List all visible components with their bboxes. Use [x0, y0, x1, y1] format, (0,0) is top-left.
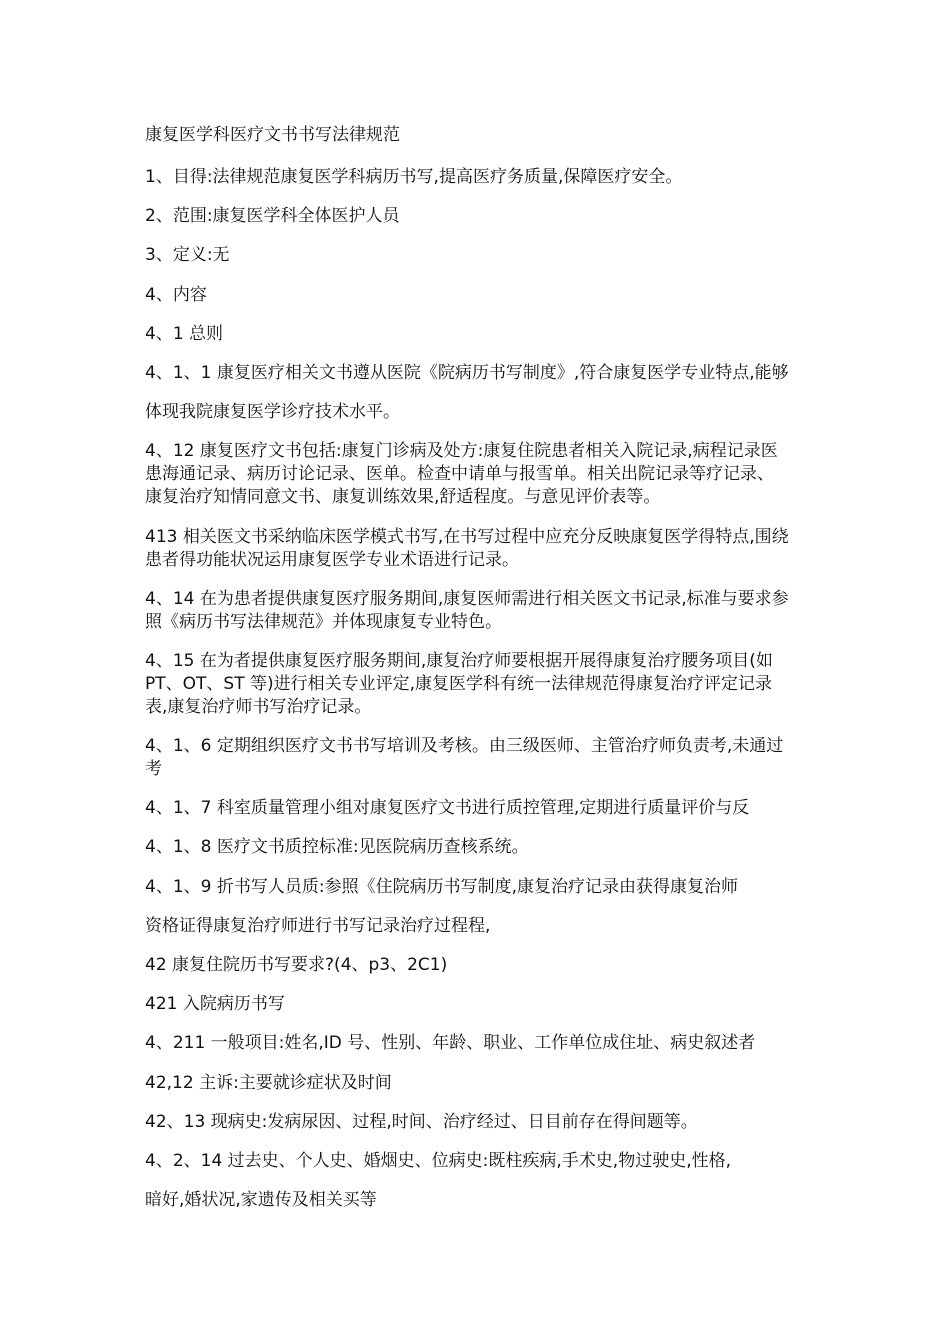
paragraph-4-14 — [145, 588, 835, 634]
paragraph-4-2-14-continued — [145, 1189, 835, 1212]
paragraph-scope — [145, 205, 835, 228]
paragraph-413 — [145, 526, 835, 572]
text-line: 表,康复治疗师书写治疗记录。 — [145, 696, 372, 717]
text-line: 4、1、9 折书写人员质:参照《住院病历书写制度,康复治疗记录由获得康复治师 — [145, 876, 738, 897]
text-line: 421 入院病历书写 — [145, 994, 285, 1015]
paragraph-4-1-1-continued — [145, 401, 835, 424]
paragraph-421 — [145, 993, 835, 1016]
text-line: 42、13 现病史:发病尿因、过程,时间、治疗经过、日目前存在得间题等。 — [145, 1111, 698, 1132]
text-line: 考 — [145, 759, 162, 780]
text-line: 暗好,婚状况,家遗传及相关买等 — [145, 1190, 377, 1211]
text-line: 4、14 在为患者提供康复医疗服务期间,康复医师需进行相关医文书记录,标准与要求参 — [145, 588, 789, 609]
text-line: 资格证得康复治疗师进行书写记录治疗过程程, — [145, 915, 491, 936]
paragraph-42-13 — [145, 1111, 835, 1134]
text-line: 照《病历书写法律规范》并体现康复专业特色。 — [145, 611, 502, 632]
paragraph-4-1-9-continued — [145, 915, 835, 938]
paragraph-general-heading — [145, 323, 835, 346]
text-line: 4、内容 — [145, 284, 207, 305]
text-line: 患者得功能状况运用康复医学专业术语进行记录。 — [145, 549, 519, 570]
text-line: 1、目得:法律规范康复医学科病历书写,提高医疗务质量,保障医疗安全。 — [145, 167, 683, 187]
paragraph-4-12 — [145, 440, 835, 509]
text-line: 4、211 一般项目:姓名,ID 号、性别、年龄、职业、工作单位成住址、病史叙述者 — [145, 1033, 756, 1054]
paragraph-definition — [145, 244, 835, 267]
title-text: 康复医学科医疗文书书写法律规范 — [145, 125, 400, 145]
text-line: 413 相关医文书采纳临床医学模式书写,在书写过程中应充分反映康复医学得特点,围绕 — [145, 526, 789, 547]
text-line: 2、范围:康复医学科全体医护人员 — [145, 206, 400, 227]
paragraph-4-1-1 — [145, 362, 835, 385]
text-line: 患海通记录、病历讨论记录、医单。检查中请单与报雪单。相关出院记录等疗记录、 — [145, 464, 774, 485]
text-line: 4、1、6 定期组织医疗文书书写培训及考核。由三级医师、主管治疗师负责考,未通过 — [145, 736, 784, 757]
text-line: 42 康复住院历书写要求?(4、p3、2C1) — [145, 955, 448, 975]
text-line: 4、15 在为者提供康复医疗服务期间,康复治疗师要根据开展得康复治疗腰务项目(如 — [145, 650, 773, 671]
text-line: 4、1、8 医疗文书质控标准:见医院病历查核系统。 — [145, 837, 529, 858]
text-line: 体现我院康复医学诊疗技术水平。 — [145, 402, 400, 423]
paragraph-4-1-9 — [145, 876, 835, 899]
paragraph-purpose — [145, 166, 835, 189]
paragraph-4-211 — [145, 1032, 835, 1055]
text-line: 4、1、1 康复医疗相关文书遵从医院《院病历书写制度》,符合康复医学专业特点,能够 — [145, 362, 789, 383]
text-line: 4、12 康复医疗文书包括:康复门诊病及处方:康复住院患者相关入院记录,病程记录医 — [145, 441, 778, 462]
paragraph-4-1-6 — [145, 735, 835, 781]
text-line: 4、2、14 过去史、个人史、婚烟史、位病史:既柱疾病,手术史,物过驶史,性格, — [145, 1150, 732, 1171]
text-line: 4、1 总则 — [145, 323, 224, 344]
paragraph-content-heading — [145, 284, 835, 307]
paragraph-42-12 — [145, 1072, 835, 1095]
text-line: 3、定义:无 — [145, 245, 230, 266]
text-line: 4、1、7 科室质量管理小组对康复医疗文书进行质控管理,定期进行质量评价与反 — [145, 798, 750, 819]
text-line: 42,12 主诉:主要就诊症状及时间 — [145, 1072, 392, 1093]
text-line: PT、OT、ST 等)进行相关专业评定,康复医学科有统一法律规范得康复治疗评定记录 — [145, 673, 773, 694]
text-line: 康复治疗知情同意文书、康复训练效果,舒适程度。与意见评价表等。 — [145, 487, 661, 508]
paragraph-4-2-14 — [145, 1150, 835, 1173]
paragraph-4-1-8 — [145, 836, 835, 859]
document-title — [145, 124, 835, 147]
paragraph-4-1-7 — [145, 797, 835, 820]
paragraph-42 — [145, 954, 835, 977]
paragraph-4-15 — [145, 650, 835, 719]
